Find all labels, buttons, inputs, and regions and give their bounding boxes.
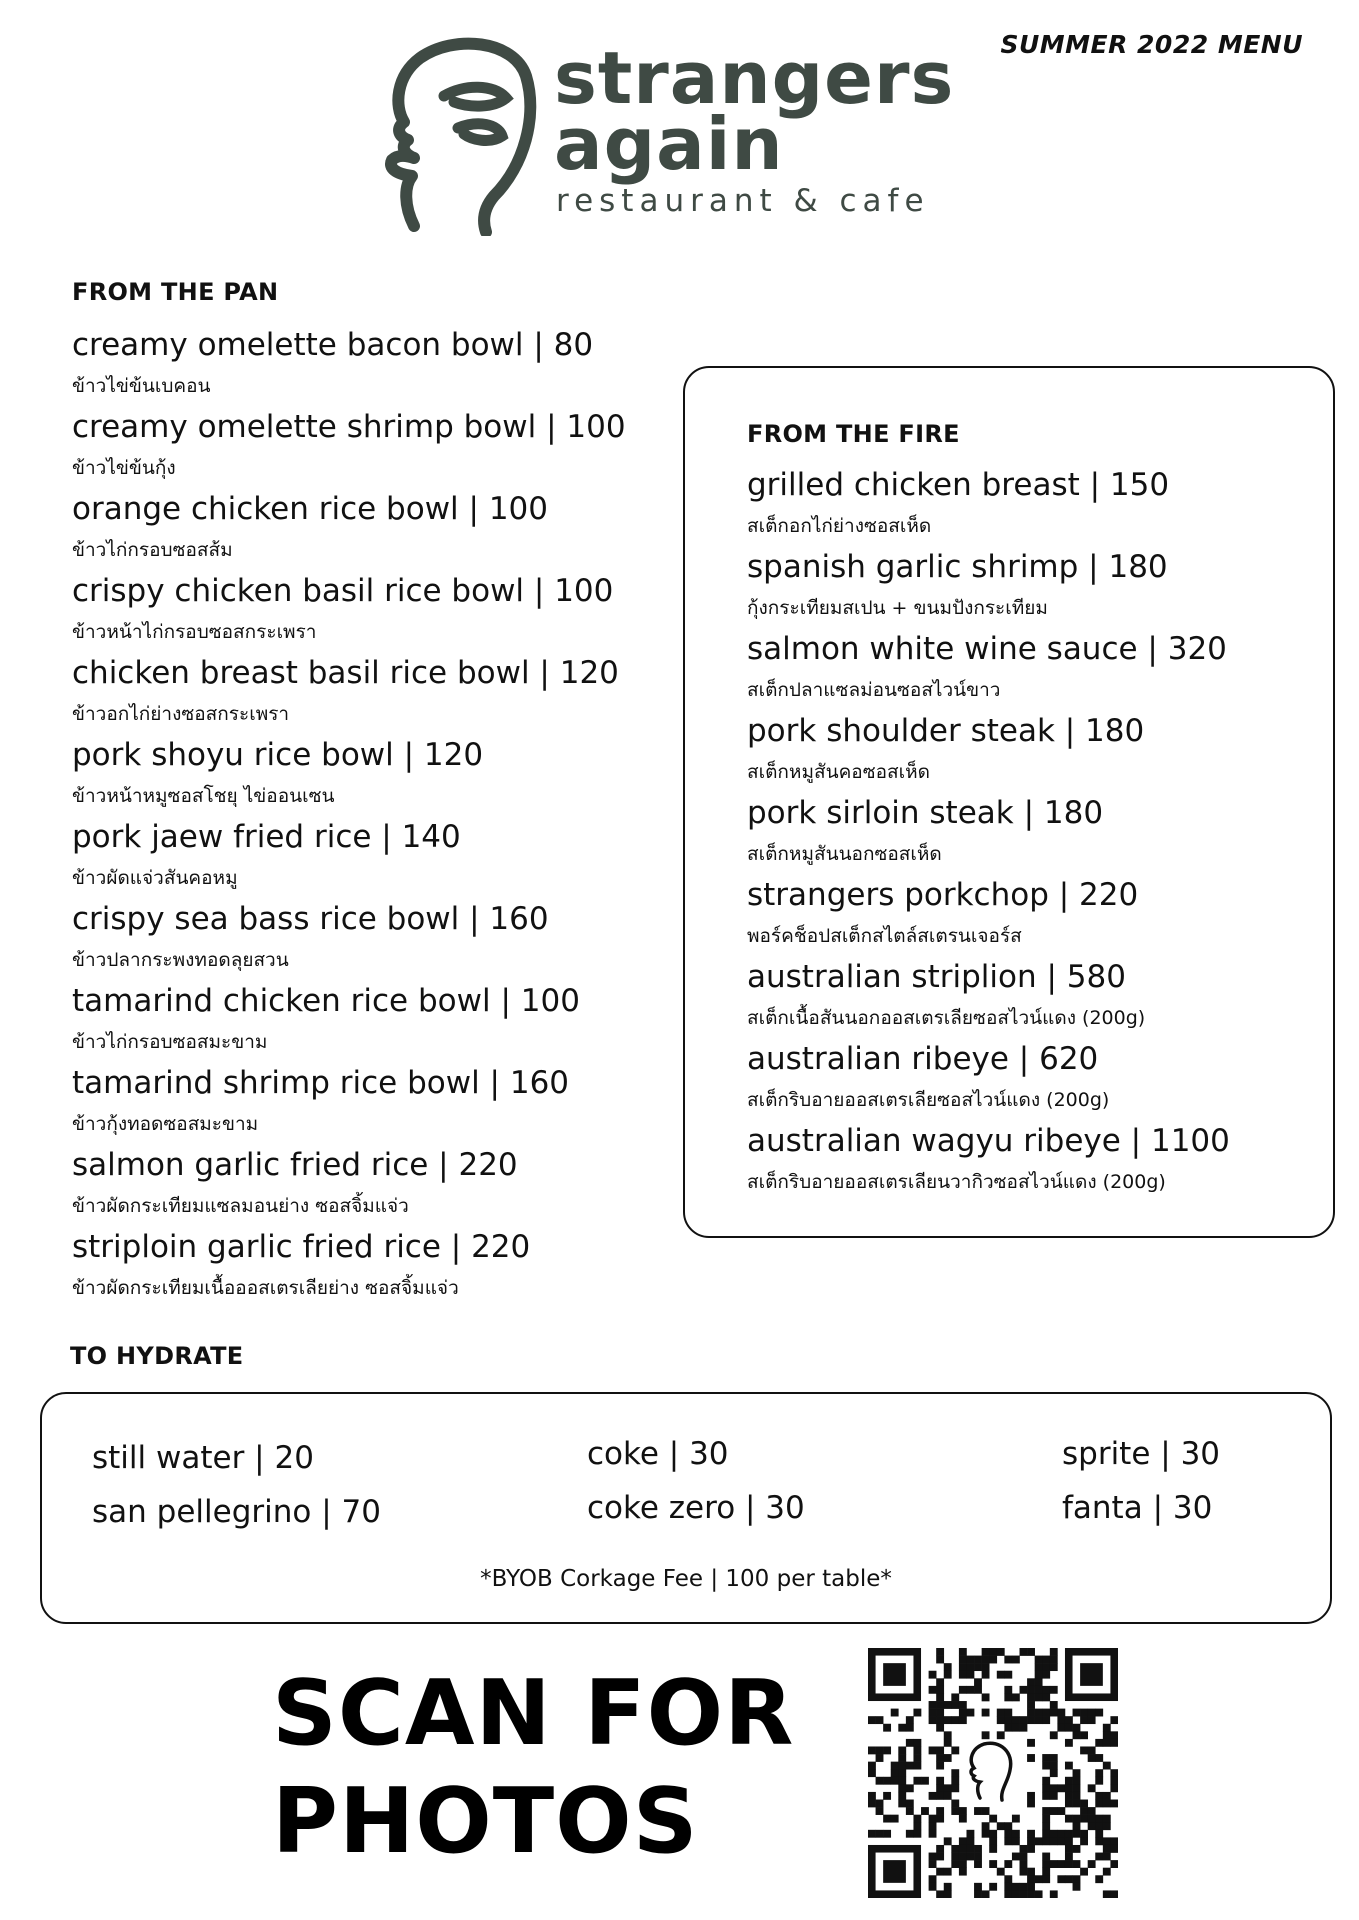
menu-item — [72, 408, 672, 490]
menu-item — [72, 818, 672, 900]
item-name: tamarind chicken rice bowl | 100 — [72, 983, 580, 1019]
scan-line1: SCAN FOR — [272, 1661, 795, 1766]
item-thai-description: สเต็กเนื้อสันนอกออสเตรเลียซอสไวน์แดง (200g) — [747, 1007, 1146, 1029]
item-name: pork shoyu rice bowl | 120 — [72, 737, 484, 773]
menu-item — [747, 466, 1327, 548]
item-thai-description: ข้าวผัดกระเทียมแซลมอนย่าง ซอสจิ้มแจ่ว — [72, 1195, 409, 1217]
menu-item — [72, 1146, 672, 1228]
menu-item — [747, 548, 1327, 630]
menu-item — [72, 572, 672, 654]
menu-item — [72, 900, 672, 982]
hydrate-section-box — [40, 1392, 1332, 1624]
drink-item: coke zero | 30 — [587, 1490, 805, 1526]
item-thai-description: สเต็กอกไก่ย่างซอสเห็ด — [747, 515, 932, 537]
drink-item: sprite | 30 — [1062, 1436, 1221, 1472]
item-name: pork jaew fried rice | 140 — [72, 819, 461, 855]
menu-item — [72, 736, 672, 818]
menu-item — [72, 1064, 672, 1146]
item-thai-description: ข้าวไก่กรอบซอสมะขาม — [72, 1031, 268, 1053]
menu-item — [72, 1228, 672, 1310]
pan-section-title: FROM THE PAN — [72, 278, 279, 306]
brand-name-line2: again — [554, 102, 784, 186]
item-name: pork sirloin steak | 180 — [747, 795, 1104, 831]
item-thai-description: พอร์คช็อปสเต็กสไตล์สเตรนเจอร์ส — [747, 925, 1022, 947]
item-name: spanish garlic shrimp | 180 — [747, 549, 1168, 585]
item-thai-description: ข้าวปลากระพงทอดลุยสวน — [72, 949, 289, 971]
item-thai-description: สเต็กริบอายออสเตรเลียนวากิวซอสไวน์แดง (200g) — [747, 1171, 1166, 1193]
menu-item — [747, 794, 1327, 876]
season-label: SUMMER 2022 MENU — [1000, 30, 1303, 59]
qr-code-icon[interactable] — [868, 1648, 1118, 1898]
item-name: crispy sea bass rice bowl | 160 — [72, 901, 549, 937]
item-name: crispy chicken basil rice bowl | 100 — [72, 573, 614, 609]
item-thai-description: ข้าวไข่ข้นเบคอน — [72, 375, 211, 397]
item-thai-description: สเต็กปลาแซลม่อนซอสไวน์ขาว — [747, 679, 1001, 701]
item-thai-description: สเต็กริบอายออสเตรเลียซอสไวน์แดง (200g) — [747, 1089, 1110, 1111]
item-name: strangers porkchop | 220 — [747, 877, 1139, 913]
item-thai-description: ข้าวผัดกระเทียมเนื้อออสเตรเลียย่าง ซอสจิ้มแจ่ว — [72, 1277, 459, 1299]
drink-item: san pellegrino | 70 — [92, 1494, 381, 1530]
drink-item: still water | 20 — [92, 1440, 314, 1476]
menu-item — [747, 630, 1327, 712]
fire-menu-list — [747, 466, 1327, 1204]
drink-item: coke | 30 — [587, 1436, 729, 1472]
brand-name-line1: strangers — [554, 36, 955, 120]
corkage-note: *BYOB Corkage Fee | 100 per table* — [480, 1566, 892, 1592]
item-name: grilled chicken breast | 150 — [747, 467, 1170, 503]
menu-item — [72, 654, 672, 736]
item-name: salmon white wine sauce | 320 — [747, 631, 1227, 667]
brand-tagline: restaurant & cafe — [556, 183, 930, 219]
item-name: orange chicken rice bowl | 100 — [72, 491, 548, 527]
fire-section-title: FROM THE FIRE — [747, 420, 960, 448]
pan-menu-list — [72, 326, 672, 1310]
item-thai-description: กุ้งกระเทียมสเปน + ขนมปังกระเทียม — [747, 597, 1048, 619]
item-name: australian wagyu ribeye | 1100 — [747, 1123, 1230, 1159]
item-thai-description: สเต็กหมูสันคอซอสเห็ด — [747, 761, 930, 783]
item-thai-description: ข้าวหน้าไก่กรอบซอสกระเพรา — [72, 621, 317, 643]
fire-section-box — [683, 366, 1335, 1238]
item-thai-description: ข้าวหน้าหมูซอสโชยุ ไข่ออนเซน — [72, 785, 335, 807]
scan-heading — [272, 1660, 832, 1876]
item-name: striploin garlic fried rice | 220 — [72, 1229, 531, 1265]
brand-logo — [374, 36, 955, 236]
item-name: tamarind shrimp rice bowl | 160 — [72, 1065, 570, 1101]
menu-item — [747, 712, 1327, 794]
menu-item — [72, 490, 672, 572]
hydrate-section-title: TO HYDRATE — [70, 1342, 244, 1370]
item-name: salmon garlic fried rice | 220 — [72, 1147, 518, 1183]
item-name: australian striplion | 580 — [747, 959, 1126, 995]
item-thai-description: ข้าวอกไก่ย่างซอสกระเพรา — [72, 703, 290, 725]
item-name: australian ribeye | 620 — [747, 1041, 1099, 1077]
menu-item — [747, 1122, 1327, 1204]
menu-item — [72, 326, 672, 408]
drink-item: fanta | 30 — [1062, 1490, 1213, 1526]
face-logo-icon — [374, 36, 544, 236]
menu-item — [72, 982, 672, 1064]
item-name: pork shoulder steak | 180 — [747, 713, 1145, 749]
menu-item — [747, 1040, 1327, 1122]
item-name: chicken breast basil rice bowl | 120 — [72, 655, 619, 691]
menu-item — [747, 876, 1327, 958]
item-name: creamy omelette bacon bowl | 80 — [72, 327, 594, 363]
item-thai-description: ข้าวไข่ข้นกุ้ง — [72, 457, 176, 479]
item-thai-description: สเต็กหมูสันนอกซอสเห็ด — [747, 843, 942, 865]
scan-line2: PHOTOS — [272, 1769, 699, 1874]
item-thai-description: ข้าวกุ้งทอดซอสมะขาม — [72, 1113, 259, 1135]
item-thai-description: ข้าวผัดแจ่วสันคอหมู — [72, 867, 238, 889]
item-name: creamy omelette shrimp bowl | 100 — [72, 409, 626, 445]
item-thai-description: ข้าวไก่กรอบซอสส้ม — [72, 539, 233, 561]
menu-item — [747, 958, 1327, 1040]
